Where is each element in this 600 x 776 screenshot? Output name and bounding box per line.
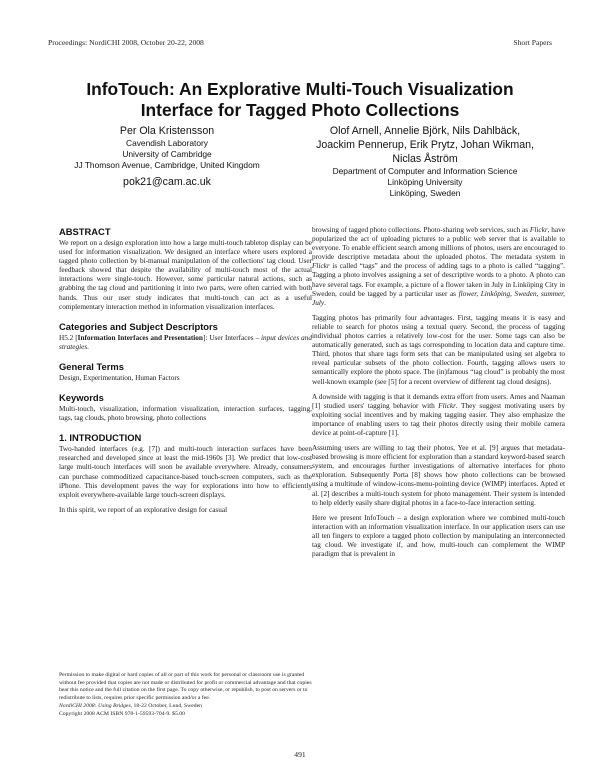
keywords-heading: Keywords: [59, 392, 104, 404]
categories-mid: ]: User Interfaces –: [202, 333, 262, 342]
author-address: JJ Thomson Avenue, Cambridge, United Kingdom: [74, 160, 260, 170]
running-header-venue: Proceedings: NordiCHI 2008, October 20-22, 2008: [48, 38, 204, 47]
conference-name: NordiCHI 2008: Using Bridges: [59, 702, 131, 709]
body-paragraph-4: Assuming users are willing to tag their photos, Yee et al. [9] argues that metadata-based browsing is more efficient for exploration than a standard keyword-based search system, and encourages further investigations of alternative interfaces for photo exploration. Subsequently Porta [8] shows how photo collections can be browsed using a multitude of window-icons-menu-pointing device (WIMP) interfaces. Apted et al. [2] describes a multi-touch system for photo management. Their system is intended to help elderly easily share digital photos in a face-to-face interaction setting.: [312, 444, 565, 507]
introduction-paragraph-2: In this spirit, we report of an explorative design for casual: [59, 505, 228, 514]
body-paragraph-5: Here we present InfoTouch – a design exploration where we combined multi-touch interaction with an information visualization interface. In our application users can use all ten fingers to explore a tagged photo collection by manipulating an interconnected tag cloud. We investigate if, and how, multi-touch can complement the WIMP paradigm that is prevalent in: [312, 513, 565, 559]
introduction-paragraph-1: Two-handed interfaces (e.g. [7]) and multi-touch interaction surfaces have been researched and developed since at least the mid-1960s [3]. We predict that low-cost large multi-touch interfaces will soon be available everywhere. Already, consumers can purchase commoditized capacitance-based touch-screen computers, such as the iPhone. This development paves the way for explorations into how to efficiently exploit everywhere-available large touch-screen displays.: [59, 445, 312, 499]
page-number: 491: [294, 750, 306, 759]
author-university: Linköping University: [387, 177, 463, 187]
text-span: . They suggest motivating users by exploiting social incentives and by making tagging easier. They also emphasize the importance of enabling users to tag their photos directly using their mobile camera device at point-of-capture [1].: [312, 401, 565, 437]
text-span: , have popularized the act of uploading pictures to a public web server that is available to everyone. To enable efficient search among millions of photos, users are encouraged to provide descriptive metadata about the uploaded photos. The metadata system in: [312, 226, 565, 262]
conference-line: [59, 703, 312, 711]
general-terms-text: Design, Experimentation, Human Factors: [59, 373, 180, 382]
categories-heading: Categories and Subject Descriptors: [59, 320, 218, 332]
title-line-2: Interface for Tagged Photo Collections: [140, 100, 460, 120]
text-span: is called “tags” and the process of adding tags to a photo is called “tagging”. Tagging a photo involves assigning a set of descriptive words to a photo. A photo can have several tags. For example, a picture of a flower taken in July in Linköping City in Sweden, could be tagged by a particular user as: [312, 262, 565, 298]
abstract-text: We report on a design exploration into how a large multi-touch tabletop display can be used for information visualization. We designed an interface where users explored a tagged photo collection by bi-manual manipulation of the collections' tag cloud. User feedback showed that despite the availability of multi-touch most of the actual interactions were single-touch. However, some particular natural actions, such as grabbing the tag cloud and partitioning it into two parts, were often carried with both hands. Thus our user study indicates that multi-touch can act as a useful complementary interaction method in information visualization interfaces.: [59, 239, 312, 311]
keywords-text: Multi-touch, visualization, information visualization, interaction surfaces, tagging, tags, tag clouds, photo browsing, photo collections: [59, 405, 312, 423]
body-paragraph-2: Tagging photos has primarily four advantages. First, tagging means it is easy and reliable to search for photos using a textual query. Second, the process of tagging individual photos carries a relatively low-cost for the user. Some tags can also be automatically generated, such as tags corresponding to location data and capture time. Third, photos that share tags form sets that can be manipulated using set algebra to reveal particular subsets of the photo collection. Fourth, tagging allows users to semantically explore the photo space. The (in)famous “tag cloud” is probably the most well-known example (see [5] for a recent overview of different tag cloud designs).: [312, 313, 565, 386]
categories-italic: input devices and strategies.: [59, 333, 312, 351]
author-department: Department of Computer and Information Science: [332, 166, 518, 176]
flickr-term: Flickr: [312, 262, 330, 271]
permission-text: Permission to make digital or hard copies of all or part of this work for personal or classroom use is granted without fee provided that copies are not made or distributed for profit or commercial advantage and that copies bear this notice and the full citation on the first page. To copy otherwise, or republish, to post on servers or to redistribute to lists, requires prior specific permission and/or a fee.: [59, 672, 312, 702]
flickr-term: Flickr: [438, 401, 456, 410]
running-header-category: Short Papers: [513, 38, 552, 47]
author-name: Per Ola Kristensson: [119, 125, 215, 137]
text-span: A downside with tagging is that it demands extra effort from users. Ames and Naaman [1] studied users' tagging behavior with: [312, 392, 565, 410]
categories-code: H5.2 [: [59, 333, 78, 342]
paper-title: [40, 79, 560, 121]
text-span: .: [324, 298, 326, 307]
flickr-term: Flickr: [529, 226, 548, 234]
permission-notice: [59, 672, 312, 718]
author-block-left: [42, 124, 292, 189]
author-city: Linköping, Sweden: [389, 188, 461, 198]
categories-bold: Information Interfaces and Presentation: [77, 333, 203, 342]
author-university: University of Cambridge: [122, 149, 212, 159]
author-department: Cavendish Laboratory: [126, 138, 208, 148]
title-line-1: InfoTouch: An Explorative Multi-Touch Visualization: [86, 79, 514, 99]
author-names-line-1: Olof Arnell, Annelie Björk, Nils Dahlbäck,: [329, 125, 521, 137]
body-paragraph-1: [312, 226, 565, 308]
body-paragraph-3: [312, 393, 565, 438]
right-column: [312, 226, 565, 565]
example-tags: flower, Linköping, Sweden, summer, July: [312, 289, 565, 307]
text-span: browsing of tagged photo collections. Photo-sharing web services, such as: [312, 226, 530, 234]
left-column: [59, 226, 312, 521]
abstract-heading: ABSTRACT: [59, 226, 111, 237]
author-block-right: [300, 124, 550, 199]
categories-text: [59, 334, 312, 352]
copyright-line: Copyright 2008 ACM ISBN 978-1-59593-704-9. $5.00: [59, 710, 185, 717]
conference-details: , 18-22 October, Lund, Sweden: [130, 702, 203, 709]
author-names-line-2: Joackim Pennerup, Erik Prytz, Johan Wikman,: [316, 139, 534, 151]
introduction-heading: 1. INTRODUCTION: [59, 432, 142, 444]
author-email: pok21@cam.ac.uk: [123, 176, 211, 188]
author-names-line-3: Niclas Åström: [392, 153, 458, 165]
general-terms-heading: General Terms: [59, 360, 124, 372]
